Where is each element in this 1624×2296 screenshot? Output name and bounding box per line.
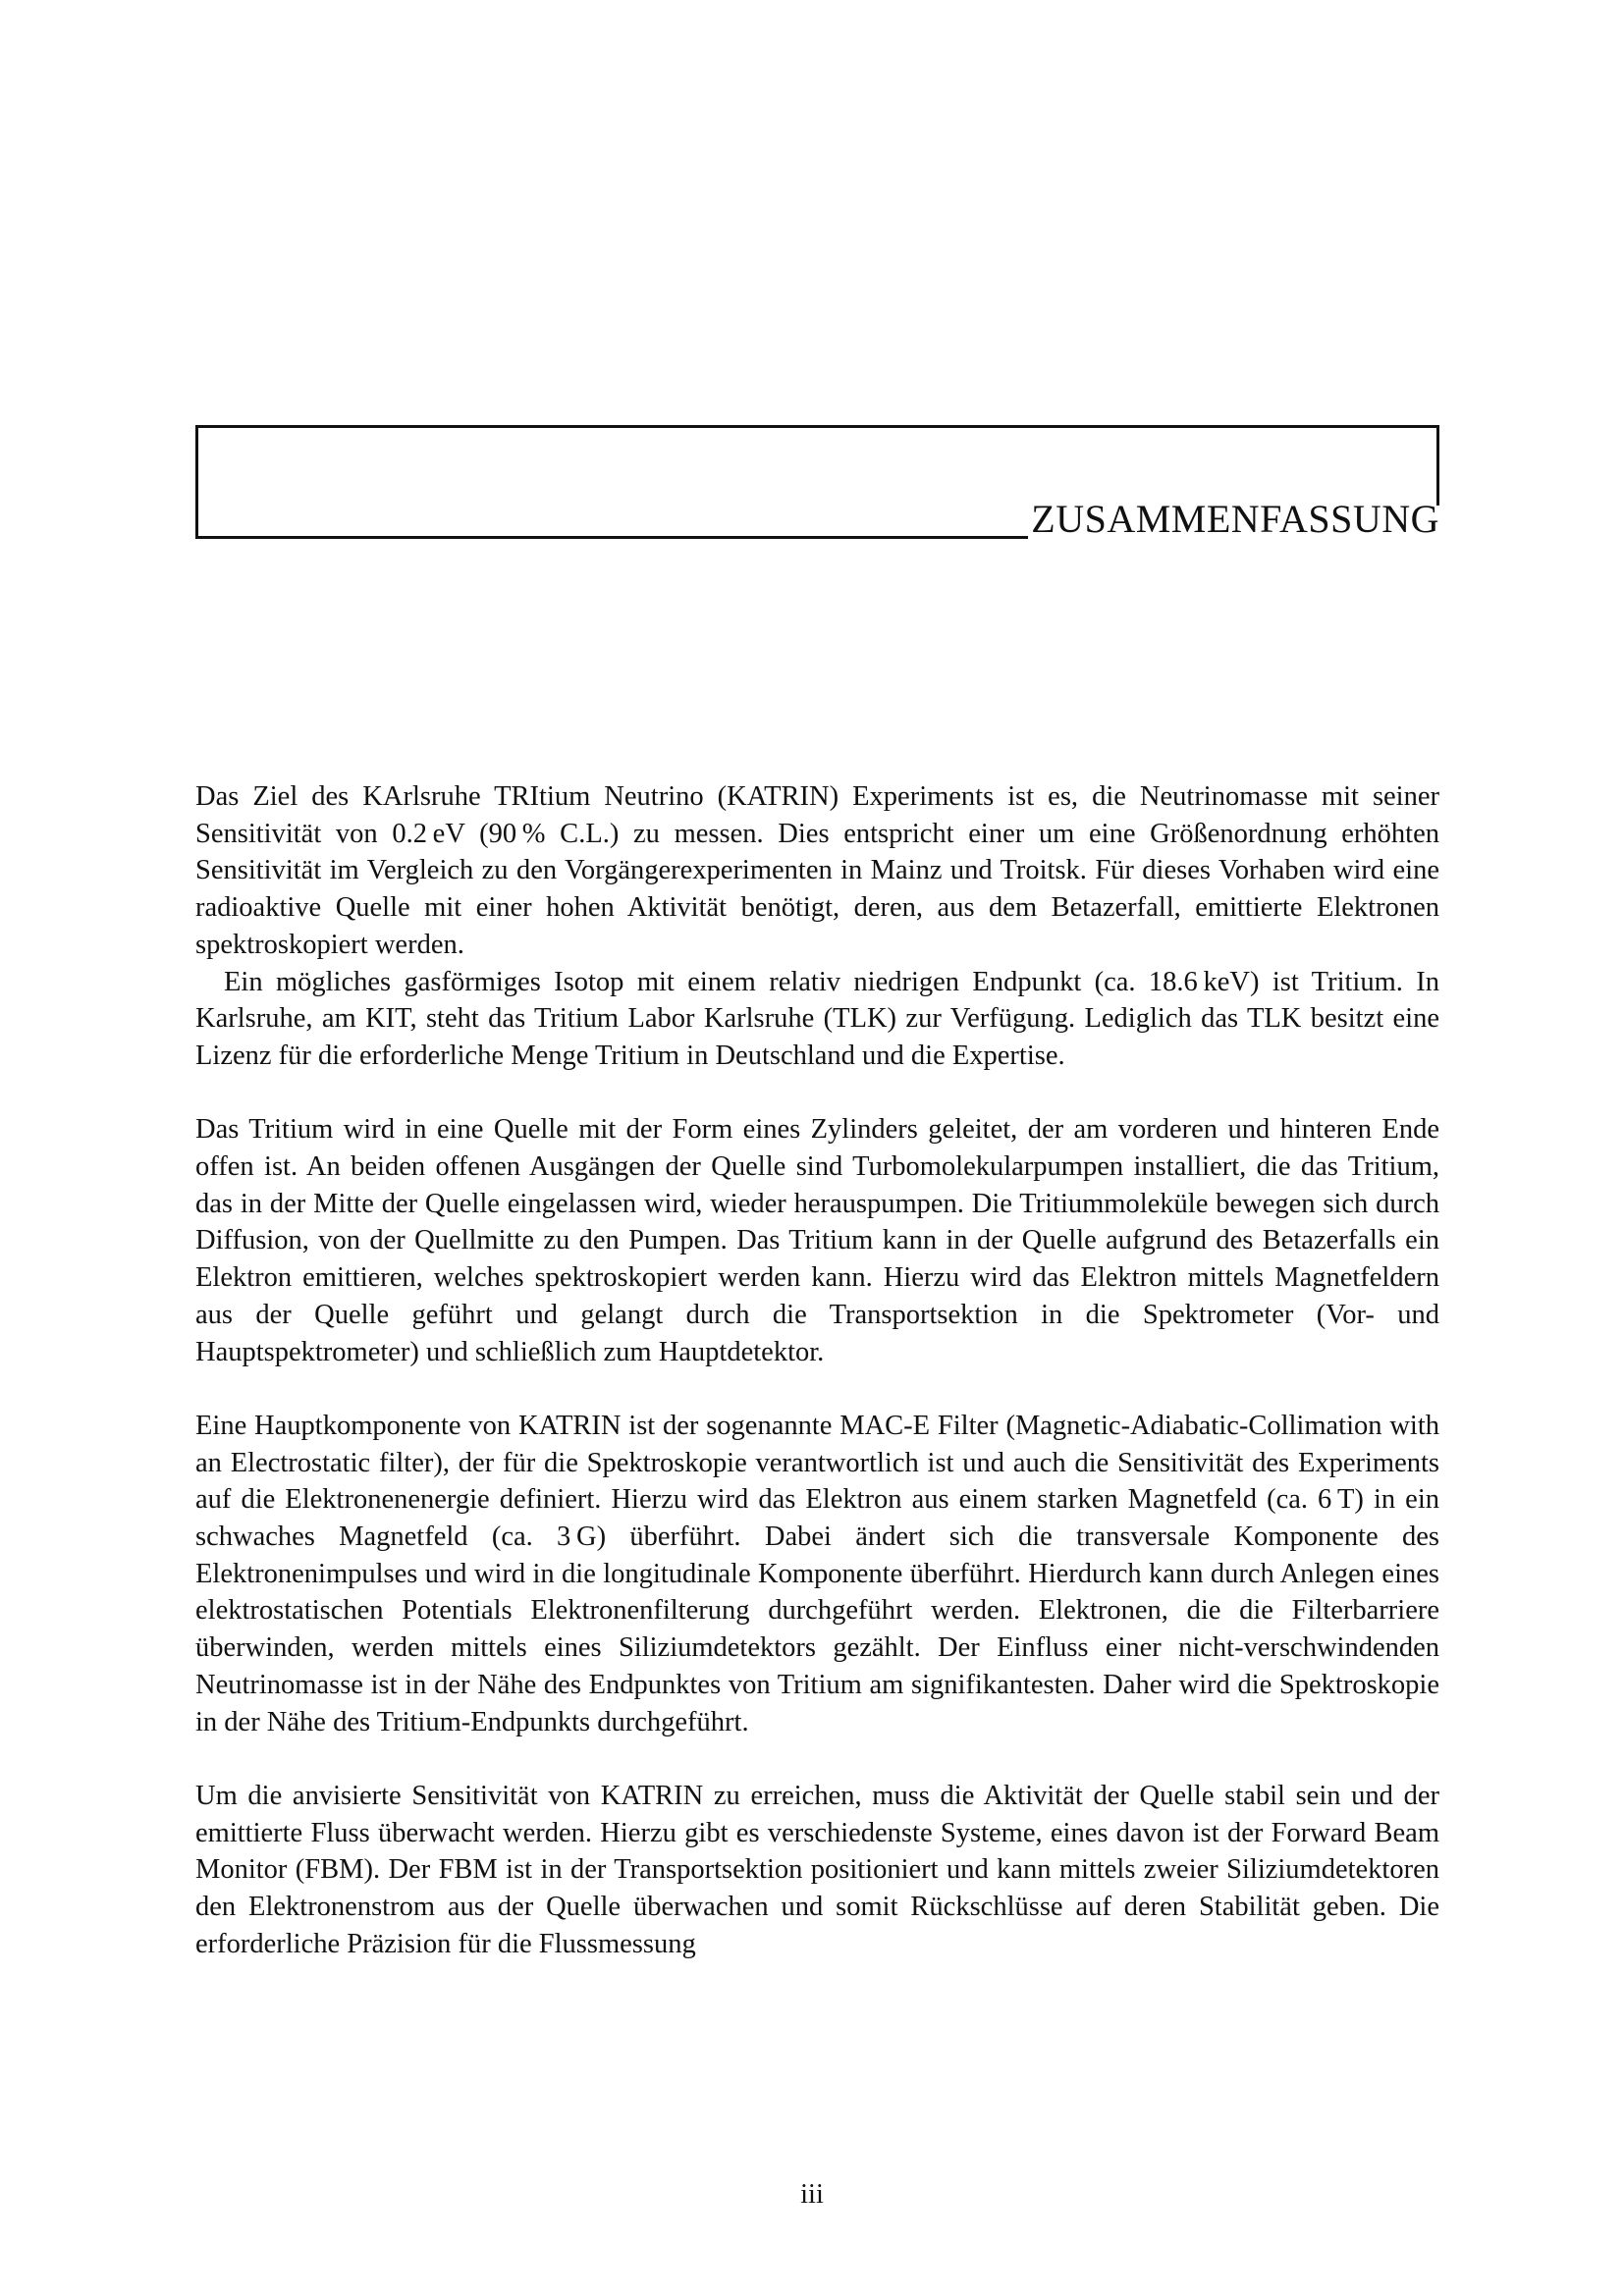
- paragraph-isotope: Ein mögliches gasförmiges Isotop mit einem relativ niedrigen Endpunkt (ca. 18.6 keV) ist Tritium. In Karlsruhe, am KIT, steht das Tritium Labor Karlsruhe (TLK) zur Verfügung. Lediglich das TLK besitzt eine Lizenz für die erforderliche Menge Tritium in Deutschland und die Expertise.: [195, 966, 1439, 1071]
- frame-left-rule: [195, 425, 198, 539]
- frame-top-rule: [195, 425, 1439, 428]
- paragraph-fbm: Um die anvisierte Sensitivität von KATRIN zu erreichen, muss die Aktivität der Quelle stabil sein und der emittierte Fluss überwacht werden. Hierzu gibt es verschiedenste Systeme, eines davon ist der Forward Beam Monitor (FBM). Der FBM ist in der Transportsektion positioniert und kann mittels zweier Siliziumdetektoren den Elektronenstrom aus der Quelle überwachen und somit Rückschlüsse auf deren Stabilität geben. Die erforderliche Präzision für die Flussmessung: [195, 1780, 1439, 1959]
- paragraph-intro: Das Ziel des KArlsruhe TRItium Neutrino (KATRIN) Experiments ist es, die Neutrinomasse mit seiner Sensitivität von 0.2 eV (90 % C.L.) zu messen. Dies entspricht einer um eine Größenordnung erhöhten Sensitivität im Vergleich zu den Vorgängerexperimenten in Mainz und Troitsk. Für dieses Vorhaben wird eine radioaktive Quelle mit einer hohen Aktivität benötigt, deren, aus dem Betazerfall, emittierte Elektronen spektroskopiert werden.: [195, 781, 1439, 960]
- frame-right-rule: [1436, 425, 1439, 506]
- paragraph-source: Das Tritium wird in eine Quelle mit der Form eines Zylinders geleitet, der am vorderen und hinteren Ende offen ist. An beiden offenen Ausgängen der Quelle sind Turbomolekularpumpen installiert, die das Tritium, das in der Mitte der Quelle eingelassen wird, wieder herauspumpen. Die Tritiummoleküle bewegen sich durch Diffusion, von der Quellmitte zu den Pumpen. Das Tritium kann in der Quelle aufgrund des Betazerfalls ein Elektron emittieren, welches spektroskopiert werden kann. Hierzu wird das Elektron mittels Magnetfeldern aus der Quelle geführt und gelangt durch die Transportsektion in die Spektrometer (Vor- und Hauptspektrometer) und schließlich zum Hauptdetektor.: [195, 1114, 1439, 1367]
- page-number: iii: [800, 2179, 824, 2210]
- chapter-heading-frame: [195, 425, 1439, 539]
- paragraph-mac-e-filter: Eine Hauptkomponente von KATRIN ist der sogenannte MAC-E Filter (Magnetic-Adiabatic-Collimation with an Electrostatic filter), der für die Spektroskopie verantwortlich ist und auch die Sensitivität des Experiments auf die Elektronenenergie definiert. Hierzu wird das Elektron aus einem starken Magnetfeld (ca. 6 T) in ein schwaches Magnetfeld (ca. 3 G) überführt. Dabei ändert sich die transversale Komponente des Elektronenimpulses und wird in die longitudinale Komponente überführt. Hierdurch kann durch Anlegen eines elektrostatischen Potentials Elektronenfilterung durchgeführt werden. Elektronen, die die Filterbarriere überwinden, werden mittels eines Siliziumdetektors gezählt. Der Einfluss einer nicht-verschwindenden Neutrinomasse ist in der Nähe des Endpunktes von Tritium am signifikantesten. Daher wird die Spektroskopie in der Nähe des Tritium-Endpunkts durchgeführt.: [195, 1410, 1439, 1737]
- frame-bottom-rule: [195, 536, 1028, 539]
- abstract-body: [195, 778, 1439, 1962]
- chapter-title: ZUSAMMENFASSUNG: [1031, 497, 1439, 541]
